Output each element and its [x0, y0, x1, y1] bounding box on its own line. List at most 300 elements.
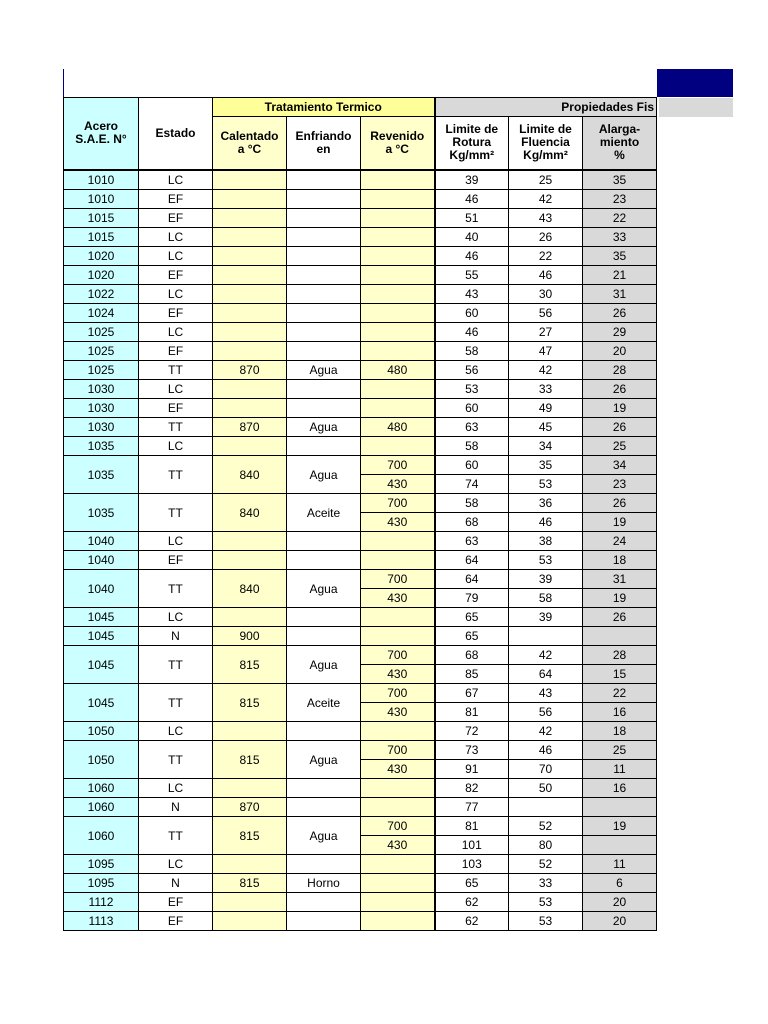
cell-enfriando [287, 304, 361, 323]
cell-alargamiento: 24 [583, 532, 657, 551]
cell-enfriando [287, 779, 361, 798]
cell-estado: EF [139, 342, 213, 361]
header-propiedades-fisicas: Propiedades Fis [435, 97, 657, 116]
cell-acero: 1020 [64, 247, 139, 266]
cell-calentado [213, 855, 287, 874]
cell-rotura: 62 [435, 893, 509, 912]
cell-acero: 1015 [64, 209, 139, 228]
header-fluencia [509, 116, 583, 170]
cell-acero: 1020 [64, 266, 139, 285]
cell-enfriando: Horno [287, 874, 361, 893]
cell-estado: TT [139, 494, 213, 532]
cell-enfriando [287, 266, 361, 285]
cell-fluencia: 34 [509, 437, 583, 456]
cell-acero: 1095 [64, 855, 139, 874]
cell-acero: 1040 [64, 570, 139, 608]
cell-rotura: 73 [435, 741, 509, 760]
table-row [64, 532, 657, 551]
cell-rotura: 68 [435, 513, 509, 532]
cell-fluencia: 52 [509, 855, 583, 874]
cell-revenido: 700 [361, 494, 435, 513]
cell-rotura: 56 [435, 361, 509, 380]
cell-alargamiento: 6 [583, 874, 657, 893]
table-row [64, 722, 657, 741]
cell-enfriando [287, 380, 361, 399]
cell-calentado [213, 551, 287, 570]
cell-revenido: 700 [361, 570, 435, 589]
cell-enfriando [287, 798, 361, 817]
cell-rotura: 101 [435, 836, 509, 855]
table-row [64, 570, 657, 589]
cell-alargamiento: 23 [583, 475, 657, 494]
cell-estado: TT [139, 456, 213, 494]
cell-enfriando [287, 285, 361, 304]
cell-fluencia: 42 [509, 361, 583, 380]
cell-acero: 1050 [64, 722, 139, 741]
cell-calentado [213, 323, 287, 342]
cell-rotura: 85 [435, 665, 509, 684]
cell-estado: EF [139, 551, 213, 570]
cell-fluencia: 39 [509, 570, 583, 589]
cell-fluencia: 56 [509, 304, 583, 323]
cell-enfriando [287, 893, 361, 912]
cell-estado: LC [139, 532, 213, 551]
cell-fluencia: 70 [509, 760, 583, 779]
cell-estado: TT [139, 418, 213, 437]
cell-estado: TT [139, 361, 213, 380]
cell-revenido [361, 228, 435, 247]
cell-enfriando [287, 399, 361, 418]
cell-revenido [361, 551, 435, 570]
cell-calentado: 840 [213, 456, 287, 494]
cell-rotura: 72 [435, 722, 509, 741]
cell-enfriando [287, 855, 361, 874]
cell-revenido: 480 [361, 418, 435, 437]
cell-revenido [361, 342, 435, 361]
cell-estado: EF [139, 893, 213, 912]
cell-enfriando [287, 608, 361, 627]
cell-estado: LC [139, 855, 213, 874]
cell-calentado [213, 437, 287, 456]
header-enfriando-line1: Enfriando [295, 128, 352, 143]
cell-calentado: 815 [213, 741, 287, 779]
cell-enfriando: Aceite [287, 494, 361, 532]
cell-alargamiento: 35 [583, 170, 657, 190]
table-row [64, 437, 657, 456]
cell-calentado [213, 893, 287, 912]
cell-alargamiento: 19 [583, 589, 657, 608]
table-row [64, 209, 657, 228]
cell-rotura: 46 [435, 190, 509, 209]
header-rotura [435, 116, 509, 170]
header-acero [64, 97, 139, 170]
cell-calentado: 840 [213, 570, 287, 608]
cell-enfriando: Agua [287, 361, 361, 380]
cell-fluencia: 53 [509, 912, 583, 931]
table-row [64, 323, 657, 342]
cell-acero: 1030 [64, 399, 139, 418]
cell-calentado [213, 170, 287, 190]
cell-estado: EF [139, 399, 213, 418]
cell-rotura: 68 [435, 646, 509, 665]
cell-calentado: 840 [213, 494, 287, 532]
cell-fluencia: 64 [509, 665, 583, 684]
cell-fluencia [509, 627, 583, 646]
cell-revenido: 430 [361, 760, 435, 779]
cell-enfriando: Agua [287, 646, 361, 684]
cell-calentado [213, 342, 287, 361]
cell-rotura: 67 [435, 684, 509, 703]
cell-alargamiento: 35 [583, 247, 657, 266]
cell-acero: 1010 [64, 190, 139, 209]
table-row [64, 304, 657, 323]
cell-calentado [213, 722, 287, 741]
cell-alargamiento: 25 [583, 437, 657, 456]
cell-fluencia: 35 [509, 456, 583, 475]
cell-revenido [361, 437, 435, 456]
cell-rotura: 51 [435, 209, 509, 228]
cell-alargamiento: 22 [583, 684, 657, 703]
cell-acero: 1030 [64, 380, 139, 399]
header-tratamiento-termico: Tratamiento Termico [213, 97, 435, 116]
cell-revenido: 700 [361, 817, 435, 836]
cell-calentado [213, 266, 287, 285]
cell-enfriando: Agua [287, 741, 361, 779]
cell-acero: 1025 [64, 342, 139, 361]
cell-fluencia: 45 [509, 418, 583, 437]
table-row [64, 228, 657, 247]
cell-alargamiento: 11 [583, 760, 657, 779]
header-revenido-line1: Revenido [370, 128, 425, 143]
cell-revenido [361, 893, 435, 912]
cell-revenido [361, 608, 435, 627]
table-row [64, 551, 657, 570]
cell-fluencia: 42 [509, 722, 583, 741]
table-row [64, 874, 657, 893]
cell-acero: 1025 [64, 323, 139, 342]
table-row [64, 285, 657, 304]
cell-calentado: 870 [213, 798, 287, 817]
cell-calentado: 870 [213, 418, 287, 437]
cell-alargamiento: 18 [583, 551, 657, 570]
cell-calentado [213, 532, 287, 551]
cell-alargamiento: 19 [583, 513, 657, 532]
header-revenido [361, 116, 435, 170]
cell-rotura: 58 [435, 494, 509, 513]
cell-calentado: 815 [213, 646, 287, 684]
cell-alargamiento [583, 836, 657, 855]
steel-properties-table [63, 69, 657, 931]
cell-alargamiento [583, 798, 657, 817]
cell-revenido: 430 [361, 589, 435, 608]
cell-estado: TT [139, 684, 213, 722]
cell-alargamiento: 26 [583, 380, 657, 399]
header-acero-line2: S.A.E. N° [75, 132, 127, 147]
cell-estado: EF [139, 209, 213, 228]
cell-fluencia: 26 [509, 228, 583, 247]
cell-alargamiento: 28 [583, 361, 657, 380]
cell-alargamiento [583, 627, 657, 646]
table-row [64, 266, 657, 285]
table-row [64, 342, 657, 361]
cell-rotura: 40 [435, 228, 509, 247]
cell-fluencia: 33 [509, 380, 583, 399]
cell-calentado [213, 608, 287, 627]
cell-acero: 1060 [64, 779, 139, 798]
table-row [64, 855, 657, 874]
cell-enfriando: Agua [287, 570, 361, 608]
cell-revenido [361, 779, 435, 798]
cell-rotura: 82 [435, 779, 509, 798]
cell-revenido [361, 323, 435, 342]
cell-acero: 1030 [64, 418, 139, 437]
cell-calentado [213, 304, 287, 323]
cell-estado: EF [139, 190, 213, 209]
cell-calentado [213, 247, 287, 266]
header-alargamiento-line1: Alarga- [598, 122, 641, 137]
cell-calentado: 900 [213, 627, 287, 646]
cell-revenido: 430 [361, 475, 435, 494]
cell-acero: 1060 [64, 798, 139, 817]
cell-fluencia: 27 [509, 323, 583, 342]
cell-acero: 1035 [64, 437, 139, 456]
cell-acero: 1035 [64, 456, 139, 494]
cell-fluencia: 46 [509, 513, 583, 532]
cell-fluencia: 46 [509, 741, 583, 760]
cell-calentado: 815 [213, 817, 287, 855]
cell-estado: N [139, 627, 213, 646]
cell-enfriando [287, 228, 361, 247]
header-rotura-line3: Kg/mm² [449, 148, 495, 163]
cell-alargamiento: 31 [583, 570, 657, 589]
cell-alargamiento: 25 [583, 741, 657, 760]
header-fluencia-line1: Limite de [519, 122, 572, 137]
cell-alargamiento: 19 [583, 399, 657, 418]
cell-estado: TT [139, 741, 213, 779]
table-row [64, 912, 657, 931]
header-acero-line1: Acero [83, 119, 118, 134]
cell-alargamiento: 19 [583, 817, 657, 836]
cell-rotura: 81 [435, 817, 509, 836]
cell-revenido [361, 266, 435, 285]
table-row [64, 684, 657, 703]
cell-acero: 1040 [64, 551, 139, 570]
cell-revenido: 700 [361, 741, 435, 760]
cell-alargamiento: 16 [583, 779, 657, 798]
cell-revenido: 480 [361, 361, 435, 380]
header-fluencia-line2: Fluencia [521, 135, 570, 150]
cell-revenido [361, 722, 435, 741]
cell-revenido [361, 798, 435, 817]
cell-fluencia: 58 [509, 589, 583, 608]
cell-alargamiento: 20 [583, 342, 657, 361]
cell-rotura: 65 [435, 608, 509, 627]
table-row [64, 190, 657, 209]
cell-enfriando: Agua [287, 418, 361, 437]
cell-fluencia: 25 [509, 170, 583, 190]
cell-revenido: 430 [361, 513, 435, 532]
header-rotura-line1: Limite de [445, 122, 499, 137]
cell-rotura: 63 [435, 532, 509, 551]
header-fluencia-line3: Kg/mm² [523, 148, 568, 163]
cell-rotura: 91 [435, 760, 509, 779]
cell-alargamiento: 22 [583, 209, 657, 228]
cell-estado: LC [139, 380, 213, 399]
cell-estado: EF [139, 266, 213, 285]
cell-revenido [361, 399, 435, 418]
cell-estado: LC [139, 323, 213, 342]
header-revenido-line2: a °C [385, 141, 409, 156]
cell-estado: LC [139, 285, 213, 304]
cell-acero: 1095 [64, 874, 139, 893]
cell-estado: LC [139, 722, 213, 741]
cell-revenido [361, 874, 435, 893]
table-row [64, 170, 657, 190]
cell-revenido [361, 855, 435, 874]
header-alargamiento-line3: % [614, 148, 625, 163]
table-row [64, 817, 657, 836]
cell-fluencia: 80 [509, 836, 583, 855]
cell-enfriando: Agua [287, 456, 361, 494]
cell-revenido: 430 [361, 836, 435, 855]
table-row [64, 893, 657, 912]
cell-alargamiento: 21 [583, 266, 657, 285]
cell-revenido: 700 [361, 684, 435, 703]
cell-rotura: 81 [435, 703, 509, 722]
cell-rotura: 55 [435, 266, 509, 285]
cell-fluencia: 42 [509, 646, 583, 665]
cell-estado: LC [139, 247, 213, 266]
cell-estado: EF [139, 304, 213, 323]
cell-enfriando [287, 209, 361, 228]
cell-fluencia: 56 [509, 703, 583, 722]
cell-fluencia: 47 [509, 342, 583, 361]
cell-calentado: 870 [213, 361, 287, 380]
cell-rotura: 64 [435, 551, 509, 570]
header-alargamiento [583, 116, 657, 170]
cell-estado: TT [139, 646, 213, 684]
cell-enfriando [287, 170, 361, 190]
cell-revenido [361, 209, 435, 228]
cell-rotura: 79 [435, 589, 509, 608]
cell-fluencia: 53 [509, 551, 583, 570]
cell-revenido: 700 [361, 456, 435, 475]
cell-fluencia: 30 [509, 285, 583, 304]
header-alargamiento-line2: miento [599, 135, 640, 150]
cell-acero: 1040 [64, 532, 139, 551]
table-row [64, 380, 657, 399]
header-calentado [213, 116, 287, 170]
cell-estado: LC [139, 228, 213, 247]
cell-acero: 1113 [64, 912, 139, 931]
table-row [64, 418, 657, 437]
cell-alargamiento: 34 [583, 456, 657, 475]
cell-acero: 1035 [64, 494, 139, 532]
cell-rotura: 60 [435, 456, 509, 475]
cell-rotura: 39 [435, 170, 509, 190]
cell-fluencia: 39 [509, 608, 583, 627]
table-row [64, 627, 657, 646]
cell-fluencia [509, 798, 583, 817]
cell-estado: N [139, 798, 213, 817]
table-row [64, 779, 657, 798]
cell-alargamiento: 29 [583, 323, 657, 342]
cell-acero: 1112 [64, 893, 139, 912]
cell-enfriando [287, 912, 361, 931]
table-row [64, 361, 657, 380]
table-row [64, 741, 657, 760]
cell-rotura: 65 [435, 627, 509, 646]
cell-enfriando [287, 551, 361, 570]
cell-fluencia: 38 [509, 532, 583, 551]
cell-acero: 1045 [64, 646, 139, 684]
cell-estado: LC [139, 170, 213, 190]
cell-calentado: 815 [213, 874, 287, 893]
cell-alargamiento: 33 [583, 228, 657, 247]
cell-revenido [361, 304, 435, 323]
cell-fluencia: 46 [509, 266, 583, 285]
cell-alargamiento: 18 [583, 722, 657, 741]
cell-fluencia: 42 [509, 190, 583, 209]
cell-rotura: 53 [435, 380, 509, 399]
table-row [64, 247, 657, 266]
cell-alargamiento: 26 [583, 494, 657, 513]
cell-fluencia: 53 [509, 475, 583, 494]
cell-enfriando [287, 627, 361, 646]
cell-enfriando [287, 190, 361, 209]
cell-estado: TT [139, 570, 213, 608]
cell-acero: 1060 [64, 817, 139, 855]
cell-enfriando [287, 323, 361, 342]
cell-acero: 1045 [64, 627, 139, 646]
cell-fluencia: 22 [509, 247, 583, 266]
cell-rotura: 64 [435, 570, 509, 589]
cell-rotura: 103 [435, 855, 509, 874]
cell-alargamiento: 31 [583, 285, 657, 304]
cell-acero: 1010 [64, 170, 139, 190]
cell-revenido: 700 [361, 646, 435, 665]
cell-acero: 1022 [64, 285, 139, 304]
cell-calentado [213, 399, 287, 418]
cell-revenido: 430 [361, 665, 435, 684]
cell-rotura: 60 [435, 304, 509, 323]
cell-rotura: 58 [435, 342, 509, 361]
cell-fluencia: 52 [509, 817, 583, 836]
table-row [64, 456, 657, 475]
cell-calentado [213, 190, 287, 209]
cell-estado: LC [139, 437, 213, 456]
cell-revenido: 430 [361, 703, 435, 722]
cell-calentado [213, 380, 287, 399]
cell-calentado [213, 779, 287, 798]
cell-enfriando [287, 722, 361, 741]
cell-rotura: 65 [435, 874, 509, 893]
table-row [64, 798, 657, 817]
cell-enfriando: Agua [287, 817, 361, 855]
cell-rotura: 46 [435, 323, 509, 342]
header-rotura-line2: Rotura [452, 135, 492, 150]
cell-rotura: 43 [435, 285, 509, 304]
cell-rotura: 46 [435, 247, 509, 266]
cell-rotura: 63 [435, 418, 509, 437]
cell-alargamiento: 20 [583, 893, 657, 912]
cell-acero: 1045 [64, 608, 139, 627]
cell-estado: N [139, 874, 213, 893]
cell-fluencia: 36 [509, 494, 583, 513]
cell-alargamiento: 23 [583, 190, 657, 209]
table-row [64, 646, 657, 665]
cell-fluencia: 43 [509, 684, 583, 703]
